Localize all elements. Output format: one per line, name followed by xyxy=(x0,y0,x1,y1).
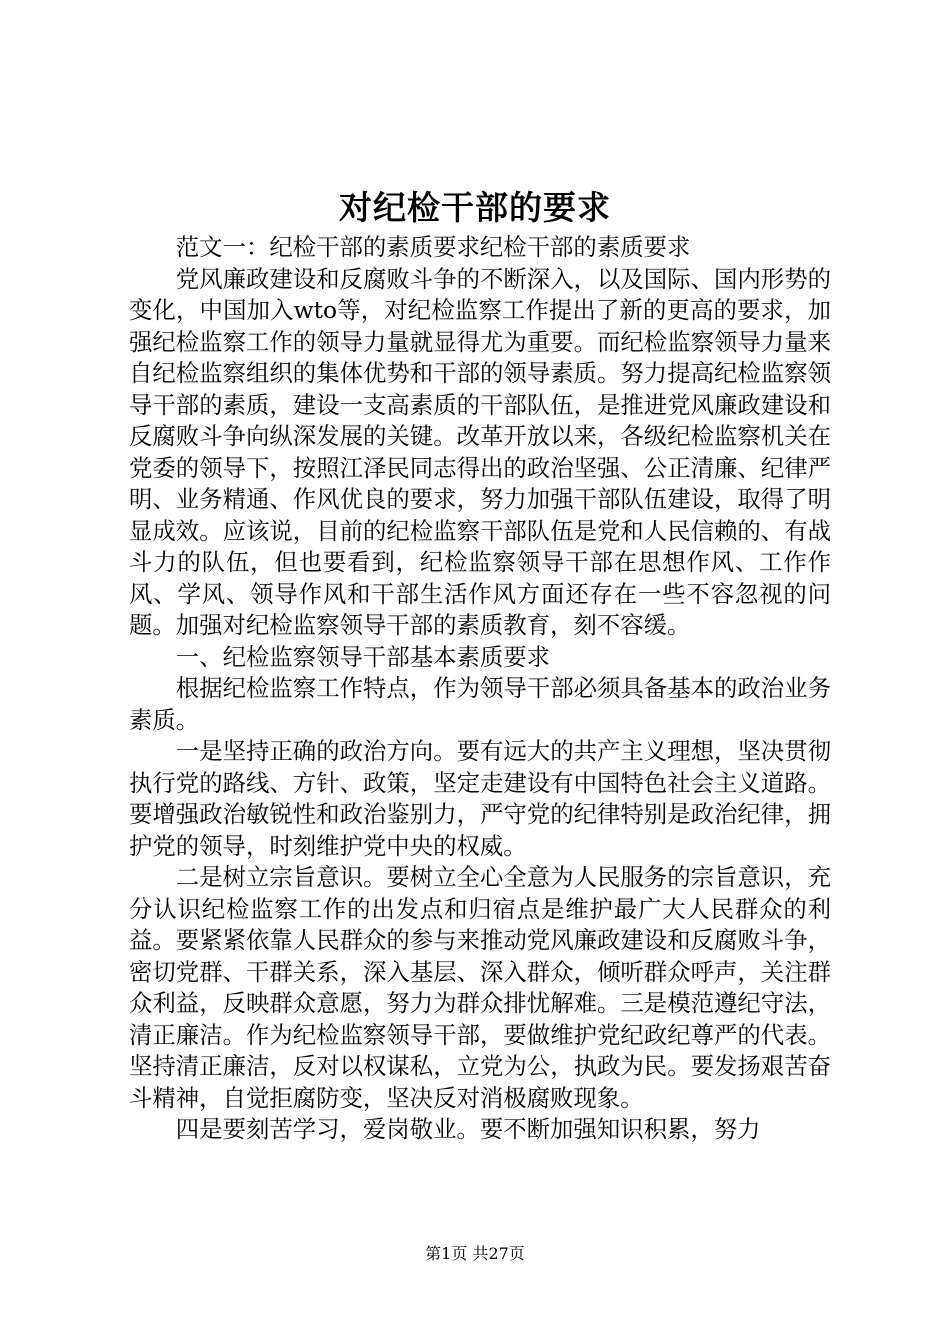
paragraph-6: 二是树立宗旨意识。要树立全心全意为人民服务的宗旨意识，充分认识纪检监察工作的出发点和归宿点是维护最广大人民群众的利益。要紧紧依靠人民群众的参与来推动党风廉政建设和反腐败斗争，密切党群、干群关系，深入基层、深入群众，倾听群众呼声，关注群众利益，反映群众意愿，努力为群众排忧解难。三是模范遵纪守法，清正廉洁。作为纪检监察领导干部，要做维护党纪政纪尊严的代表。坚持清正廉洁，反对以权谋私，立党为公，执政为民。要发扬艰苦奋斗精神，自觉拒腐防变，坚决反对消极腐败现象。 xyxy=(129,863,831,1112)
document-body xyxy=(129,232,831,1146)
paragraph-1: 范文一：纪检干部的素质要求纪检干部的素质要求 xyxy=(175,233,691,261)
document-title: 对纪检干部的要求 xyxy=(339,188,611,227)
page-footer: 第1页 共27页 xyxy=(425,1244,525,1263)
paragraph-5: 一是坚持正确的政治方向。要有远大的共产主义理想，坚决贯彻执行党的路线、方针、政策，坚定走建设有中国特色社会主义道路。要增强政治敏锐性和政治鉴别力，严守党的纪律特别是政治纪律，拥护党的领导，时刻维护党中央的权威。 xyxy=(129,737,831,860)
paragraph-2: 党风廉政建设和反腐败斗争的不断深入，以及国际、国内形势的变化，中国加入wto等，对纪检监察工作提出了新的更高的要求，加强纪检监察工作的领导力量就显得尤为重要。而纪检监察领导力量来自纪检监察组织的集体优势和干部的领导素质。努力提高纪检监察领导干部的素质，建设一支高素质的干部队伍，是推进党风廉政建设和反腐败斗争向纵深发展的关键。改革开放以来，各级纪检监察机关在党委的领导下，按照江泽民同志得出的政治坚强、公正清廉、纪律严明、业务精通、作风优良的要求，努力加强干部队伍建设，取得了明显成效。应该说，目前的纪检监察干部队伍是党和人民信赖的、有战斗力的队伍，但也要看到，纪检监察领导干部在思想作风、工作作风、学风、领导作风和干部生活作风方面还存在一些不容忽视的问题。加强对纪检监察领导干部的素质教育，刻不容缓。 xyxy=(129,264,831,639)
paragraph-7: 四是要刻苦学习，爱岗敬业。要不断加强知识积累，努力 xyxy=(175,1115,761,1143)
paragraph-4: 根据纪检监察工作特点，作为领导干部必须具备基本的政治业务素质。 xyxy=(129,674,831,734)
paragraph-3: 一、纪检监察领导干部基本素质要求 xyxy=(175,642,551,671)
